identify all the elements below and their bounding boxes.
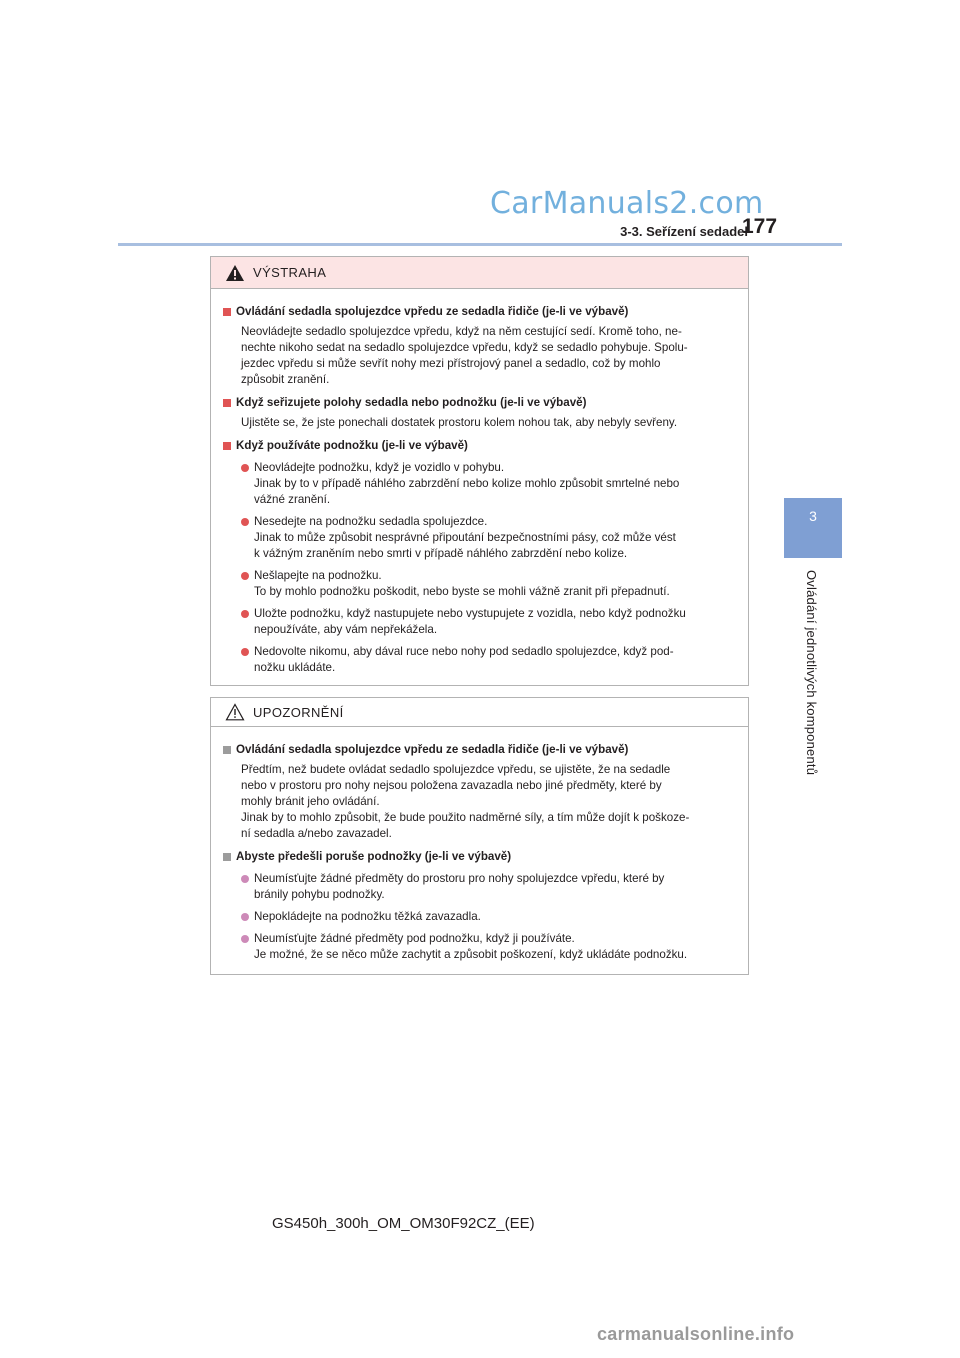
list-item-text: Nepokládejte na podnožku těžká zavazadla. [254, 910, 481, 923]
round-bullet-icon [241, 572, 249, 580]
section-paragraph: Předtím, než budete ovládat sedadlo spolujezdce vpředu, se ujistěte, že na sedadle nebo v prostoru pro nohy nejsou položena zavazadla nebo jiné předměty, které by mohly bránit jeho ovládání. Jinak by to mohlo způsobit, že bude použito nadměrné síly, a tím může dojít k poškoze- ní sedadla a/nebo zavazadel. [241, 763, 690, 840]
section-paragraph: Neovládejte sedadlo spolujezdce vpředu, když na něm cestující sedí. Kromě toho, ne- nechte nikoho sedat na sedadlo spolujezdce vpředu, když se sedadlo pohybuje. Spolu- jezdec vpředu si může sevřít nohy mezi přístrojový panel a sedadlo, což by mohlo způsobit zranění. [241, 325, 688, 386]
list-item [241, 514, 741, 562]
watermark-footer: carmanualsonline.info [597, 1324, 795, 1344]
round-bullet-icon [241, 913, 249, 921]
round-bullet-icon [241, 518, 249, 526]
list-item [241, 460, 741, 508]
round-bullet-icon [241, 875, 249, 883]
list-item-text: Nedovolte nikomu, aby dával ruce nebo nohy pod sedadlo spolujezdce, když pod- nožku ukládáte. [254, 645, 674, 674]
list-item [241, 568, 741, 600]
watermark-logo: CarManuals2.com [490, 186, 764, 221]
square-bullet-icon [223, 853, 231, 861]
page-number: 177 [742, 215, 778, 238]
list-item-text: Nesedejte na podnožku sedadla spolujezdce. Jinak to může způsobit nesprávné připoutání bezpečnostními pásy, což může vést k vážným zraněním nebo smrti v případě náhlého zabrzdění nebo kolize. [254, 515, 676, 560]
list-item [241, 606, 741, 638]
chapter-tab [784, 498, 842, 558]
warning-title: VÝSTRAHA [253, 265, 327, 280]
notice-box [210, 697, 749, 975]
list-item [241, 909, 741, 925]
section-heading [223, 395, 741, 411]
section-heading-text: Když používáte podnožku (je-li ve výbavě) [236, 439, 468, 452]
section-title: 3-3. Seřízení sedadel [620, 224, 748, 239]
square-bullet-icon [223, 308, 231, 316]
round-bullet-icon [241, 935, 249, 943]
notice-header [211, 698, 748, 727]
notice-title: UPOZORNĚNÍ [253, 704, 344, 720]
section-heading [223, 438, 741, 454]
list-item [241, 644, 741, 676]
section-heading-text: Ovládání sedadla spolujezdce vpředu ze sedadla řidiče (je-li ve výbavě) [236, 743, 629, 756]
chapter-number: 3 [809, 508, 817, 524]
list-item-text: Nešlapejte na podnožku. To by mohlo podnožku poškodit, nebo byste se mohli vážně zranit při přepadnutí. [254, 569, 670, 598]
round-bullet-icon [241, 648, 249, 656]
square-bullet-icon [223, 442, 231, 450]
section-heading [223, 742, 741, 758]
square-bullet-icon [223, 399, 231, 407]
warning-triangle-icon [225, 264, 245, 282]
header-divider [118, 243, 842, 246]
list-item [241, 931, 741, 963]
section-paragraph: Ujistěte se, že jste ponechali dostatek prostoru kolem nohou tak, aby nebyly sevřeny. [241, 416, 678, 429]
list-item-text: Neumísťujte žádné předměty pod podnožku, když ji používáte. Je možné, že se něco může zachytit a způsobit poškození, když ukládáte podnožku. [254, 932, 688, 961]
section-heading-text: Když seřizujete polohy sedadla nebo podnožku (je-li ve výbavě) [236, 396, 587, 409]
list-item-text: Uložte podnožku, když nastupujete nebo vystupujete z vozidla, nebo když podnožku nepoužíváte, aby vám nepřekážela. [254, 607, 686, 636]
warning-box [210, 256, 749, 686]
warning-header [211, 257, 748, 289]
section-heading-text: Abyste předešli poruše podnožky (je-li ve výbavě) [236, 850, 512, 863]
section-heading-text: Ovládání sedadla spolujezdce vpředu ze sedadla řidiče (je-li ve výbavě) [236, 305, 629, 318]
round-bullet-icon [241, 464, 249, 472]
section-heading [223, 849, 741, 865]
manual-code: GS450h_300h_OM_OM30F92CZ_(EE) [272, 1215, 535, 1232]
round-bullet-icon [241, 610, 249, 618]
chapter-title: Ovládání jednotlivých komponentů [804, 570, 819, 776]
section-heading [223, 304, 741, 320]
list-item-text: Neumísťujte žádné předměty do prostoru pro nohy spolujezdce vpředu, které by bránily pohybu podnožky. [254, 872, 665, 901]
caution-triangle-icon [225, 703, 245, 721]
square-bullet-icon [223, 746, 231, 754]
list-item [241, 871, 741, 903]
list-item-text: Neovládejte podnožku, když je vozidlo v pohybu. Jinak by to v případě náhlého zabrzdění nebo kolize mohlo způsobit smrtelné nebo vážné zranění. [254, 461, 680, 506]
